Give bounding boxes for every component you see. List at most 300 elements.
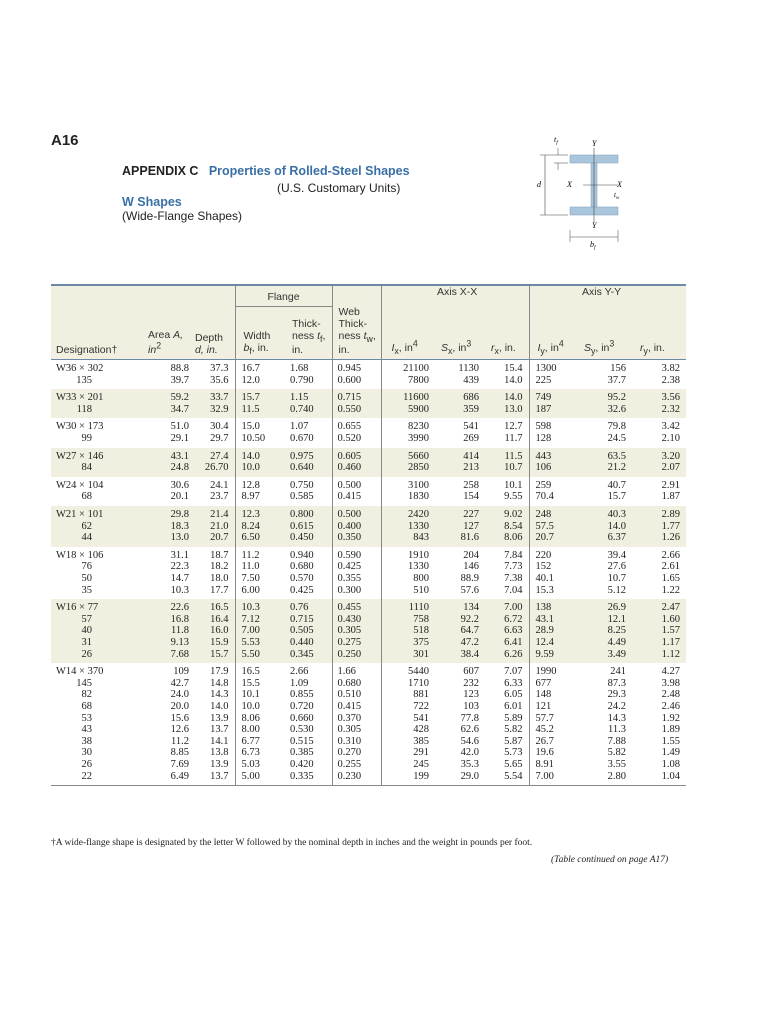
cell-value: 0.510 [337,689,362,701]
cell-value: 5.65 [504,758,523,770]
page-number: A16 [51,132,79,149]
cell-value: 9.55 [504,491,523,503]
cell-value: 0.310 [337,735,362,747]
cell-value: 232 [463,677,479,689]
table-row-group [51,506,686,547]
cell-value: 749 [535,392,552,404]
cell-value: 2.47 [661,602,680,614]
cell-value: 9.13 [170,636,189,648]
cell-value: 38.4 [460,648,479,660]
cell-rx [485,506,529,547]
cell-value: 123 [463,689,479,701]
cell-value: 1.12 [661,648,680,660]
cell-value: 51.0 [170,421,189,433]
cell-value: 23.7 [210,491,229,503]
cell-value: 32.9 [210,403,229,415]
cell-value: 13.9 [210,712,229,724]
cell-value: 24.5 [607,433,626,445]
cell-value: 0.550 [337,403,362,415]
cell-value: 220 [535,549,552,561]
cell-value: 13.0 [504,403,523,415]
cell-value: 258 [463,479,479,491]
cell-value: 82 [81,689,92,701]
cell-fthick [284,547,332,599]
cell-value: 121 [535,700,552,712]
cell-web [332,389,381,418]
cell-value: 439 [463,374,479,386]
cell-value: 12.1 [607,613,626,625]
cell-value: 20.7 [535,532,554,544]
cell-fthick [284,477,332,506]
cell-value: 541 [413,712,429,724]
cell-value: 0.425 [290,584,314,596]
cell-value: W14 × 370 [56,666,104,678]
cell-value: 241 [610,666,626,678]
cell-value: 81.6 [460,532,479,544]
cell-value: 118 [76,403,92,415]
cell-value: 35.6 [210,374,229,386]
cell-value: 0.335 [290,770,314,782]
cell-value: 7.68 [170,648,189,660]
col-depth: Depth d, in. [195,306,235,360]
cell-value: 2.80 [607,770,626,782]
cell-value: 0.715 [290,613,314,625]
cell-value: 3.55 [607,758,626,770]
cell-value: 1330 [408,520,429,532]
cell-value: 10.0 [241,462,260,474]
cell-value: 13.7 [210,724,229,736]
cell-width [235,389,284,418]
cell-value: 1.55 [661,735,680,747]
cell-value: 14.7 [170,573,189,584]
cell-value: 13.8 [210,747,229,759]
cell-value: 0.600 [337,374,362,386]
cell-value: 2.38 [661,374,680,386]
cell-value: 42.7 [170,677,189,689]
cell-value: 35 [81,584,92,596]
cell-value: 0.615 [290,520,314,532]
cell-value: 598 [535,421,552,433]
cell-value: 15.0 [241,421,260,433]
cell-value: W18 × 106 [56,549,104,561]
cell-ix [381,448,435,477]
cell-value: 6.73 [241,747,260,759]
cell-value: 14.0 [210,700,229,712]
cell-sy [578,389,632,418]
cell-value: 1.49 [661,747,680,759]
cell-value: 57 [81,613,92,625]
cell-designation [51,389,140,418]
cell-value: 1990 [535,666,557,678]
cell-value: 68 [81,491,92,503]
cell-value: 40.3 [607,509,626,521]
cell-ry [632,360,686,390]
cell-value: 11600 [403,392,429,404]
cell-value: 15.3 [535,584,554,596]
cell-value: 5.00 [241,770,260,782]
cell-value: 13.0 [170,532,189,544]
cell-value: 301 [413,648,429,660]
col-web-thickness: Web Thick- ness $t_w$, in. [332,306,381,360]
cell-value: 24.0 [170,689,189,701]
cell-sy [578,360,632,390]
label-y-top: Y [592,139,597,148]
cell-value: 43 [81,724,92,736]
cell-value: 87.3 [607,677,626,689]
cell-value: 259 [535,479,552,491]
cell-value: 21.2 [607,462,626,474]
cell-designation [51,547,140,599]
cell-value: 0.585 [290,491,314,503]
cell-value: 1.26 [661,532,680,544]
cell-rx [485,389,529,418]
col-rx: $r_x$, in. [485,306,529,360]
cell-value: 64.7 [460,625,479,637]
cell-value: 39.7 [170,374,189,386]
cell-value: 7.00 [241,625,260,637]
cell-value: 63.5 [607,450,626,462]
cell-value: 15.7 [210,648,229,660]
cell-value: 10.1 [241,689,260,701]
cell-sy [578,448,632,477]
cell-value: 47.2 [460,636,479,648]
cell-value: 26 [81,648,92,660]
cell-value: 1.89 [661,724,680,736]
cell-web [332,448,381,477]
appendix-title: Properties of Rolled-Steel Shapes [208,164,410,178]
cell-value: 29.3 [607,689,626,701]
cell-value: 62.6 [460,724,479,736]
cell-iy [529,360,578,390]
cell-value: 375 [413,636,429,648]
cell-value: 14.0 [504,374,523,386]
cell-value: 5.87 [504,735,523,747]
cell-value: 1.65 [661,573,680,584]
cell-value: 0.570 [290,573,314,584]
cell-value: 7800 [408,374,429,386]
cell-value: 0.515 [290,735,314,747]
cell-value: 9.02 [504,509,523,521]
cell-ix [381,663,435,785]
cell-value: 187 [535,403,552,415]
cell-value: 14.3 [607,712,626,724]
label-d: d [537,180,541,189]
cell-value: 607 [463,666,479,678]
cell-value: W27 × 146 [56,450,104,462]
cell-width [235,360,284,390]
cell-value: 20.7 [210,532,229,544]
cell-value: 0.660 [290,712,314,724]
cell-value: 6.41 [504,636,523,648]
cell-value: 18.2 [210,561,229,573]
cell-ry [632,547,686,599]
cell-value: 31.1 [170,549,189,561]
cell-ry [632,389,686,418]
cell-value: 414 [463,450,479,462]
cell-value: 1.66 [337,666,356,678]
cell-value: 2420 [408,509,429,521]
cell-value: 1.68 [290,363,309,375]
cell-value: 6.05 [504,689,523,701]
cell-iy [529,663,578,785]
table-row-group [51,389,686,418]
cell-fthick [284,448,332,477]
cell-value: 53 [81,712,92,724]
cell-value: 15.4 [504,363,523,375]
cell-value: 0.530 [290,724,314,736]
cell-value: 34.7 [170,403,189,415]
cell-value: 7.38 [504,573,523,584]
cell-value: 227 [463,509,479,521]
cell-web [332,418,381,447]
cell-value: 12.0 [241,374,260,386]
cell-value: 0.680 [337,677,362,689]
cell-value: 16.0 [210,625,229,637]
cell-rx [485,599,529,663]
cell-value: 27.4 [210,450,229,462]
cell-sx [435,360,485,390]
cell-value: 0.415 [337,700,362,712]
cell-value: 15.7 [241,392,260,404]
cell-ix [381,418,435,447]
cell-value: 4.27 [661,666,680,678]
cell-value: 8.54 [504,520,523,532]
cell-fthick [284,389,332,418]
section-title: W Shapes [122,195,182,209]
cell-value: 0.715 [337,392,362,404]
cell-value: 10.3 [170,584,189,596]
cell-ix [381,506,435,547]
cell-value: 2.66 [290,666,309,678]
cell-value: W33 × 201 [56,392,104,404]
cell-value: 291 [413,747,429,759]
cell-value: 1330 [408,561,429,573]
cell-value: 146 [463,561,479,573]
cell-value: 8.91 [535,758,554,770]
cell-area [140,599,195,663]
cell-value: 510 [413,584,429,596]
col-iy: $I_y$, $in^4$ [529,306,578,360]
cell-value: 21.4 [210,509,229,521]
cell-value: 1710 [408,677,429,689]
cell-value: 722 [413,700,429,712]
cell-value: 32.6 [607,403,626,415]
cell-value: 54.6 [460,735,479,747]
cell-depth [195,506,235,547]
cell-value: 21100 [403,363,429,375]
cell-value: 13.7 [210,770,229,782]
cell-value: 0.300 [337,584,362,596]
cell-value: 0.945 [337,363,362,375]
cell-value: 0.670 [290,433,314,445]
cell-value: 106 [535,462,552,474]
cell-value: 1.04 [661,770,680,782]
cell-value: 1.92 [661,712,680,724]
cell-value: 248 [535,509,552,521]
cell-value: 677 [535,677,552,689]
cell-designation [51,477,140,506]
cell-value: 11.5 [504,450,523,462]
cell-value: 10.50 [241,433,266,445]
cell-web [332,477,381,506]
cell-value: 7.73 [504,561,523,573]
cell-value: 0.655 [337,421,362,433]
cell-value: 30.6 [170,479,189,491]
cell-value: 385 [413,735,429,747]
cell-value: 7.84 [504,549,523,561]
cell-value: 7.00 [504,602,523,614]
cell-value: 0.385 [290,747,314,759]
cell-value: 2.07 [661,462,680,474]
cell-value: 800 [413,573,429,584]
cell-sy [578,599,632,663]
cell-value: W36 × 302 [56,363,104,375]
cell-value: 8.25 [607,625,626,637]
cell-value: 0.250 [337,648,362,660]
cell-sx [435,506,485,547]
cell-width [235,418,284,447]
cell-area [140,506,195,547]
cell-value: 13.9 [210,758,229,770]
cell-value: 99 [81,433,92,445]
cell-value: 70.4 [535,491,554,503]
cell-value: 29.8 [170,509,189,521]
cell-value: 18.0 [210,573,229,584]
cell-value: 24.2 [607,700,626,712]
label-tf: $t_f$ [554,135,558,146]
cell-value: 30 [81,747,92,759]
cell-value: 7.12 [241,613,260,625]
cell-sy [578,547,632,599]
cell-value: 62 [81,520,92,532]
col-ry: $r_y$, in. [632,306,686,360]
cell-value: 0.345 [290,648,314,660]
cell-value: 0.305 [337,724,362,736]
cell-value: 0.505 [290,625,314,637]
cell-value: 11.2 [171,735,189,747]
cell-width [235,448,284,477]
cell-value: 3100 [408,479,429,491]
cell-sx [435,448,485,477]
cell-value: 7.88 [607,735,626,747]
cell-value: 6.72 [504,613,523,625]
cell-area [140,477,195,506]
cell-sx [435,389,485,418]
cell-value: 26.7 [535,735,554,747]
cell-value: 20.1 [170,491,189,503]
cell-value: 8.24 [241,520,260,532]
cell-value: 21.0 [210,520,229,532]
cell-value: 27.6 [607,561,626,573]
cell-value: 8.85 [170,747,189,759]
appendix-heading [122,164,410,179]
cell-value: 359 [463,403,479,415]
cell-ry [632,506,686,547]
cell-value: 2.10 [661,433,680,445]
cell-value: 1300 [535,363,557,375]
cell-value: 0.270 [337,747,362,759]
cell-area [140,448,195,477]
cell-value: 11.5 [241,403,260,415]
table-row-group [51,599,686,663]
cell-value: 57.5 [535,520,554,532]
cell-sy [578,506,632,547]
cell-value: 11.3 [608,724,626,736]
cell-value: 14.0 [607,520,626,532]
cell-value: 30.4 [210,421,229,433]
cell-value: 37.7 [607,374,626,386]
cell-sx [435,477,485,506]
w-shapes-table [51,284,686,786]
cell-fthick [284,599,332,663]
cell-value: 103 [463,700,479,712]
cell-value: 42.0 [460,747,479,759]
cell-value: 6.49 [170,770,189,782]
cell-iy [529,506,578,547]
cell-designation [51,663,140,785]
cell-value: 24.1 [210,479,229,491]
cell-value: 45.2 [535,724,554,736]
table-row-group [51,360,686,390]
cell-value: 127 [463,520,479,532]
flange-header: Flange [235,286,332,306]
cell-value: 109 [173,666,189,678]
table-row-group [51,448,686,477]
cell-sy [578,663,632,785]
cell-value: 7.04 [504,584,523,596]
cell-value: 1.60 [661,613,680,625]
cell-value: 19.6 [535,747,554,759]
cell-value: 8.97 [241,491,260,503]
cell-value: 7.07 [504,666,523,678]
cell-value: 204 [463,549,479,561]
cell-value: 20.0 [170,700,189,712]
cell-value: 59.2 [170,392,189,404]
col-sx: Axis X-X $S_x$, $in^3$ [435,306,485,360]
cell-value: 8.06 [241,712,260,724]
cell-value: 12.3 [241,509,260,521]
cell-value: 6.01 [504,700,523,712]
cell-designation [51,448,140,477]
cell-web [332,547,381,599]
cell-value: 5.50 [241,648,260,660]
cell-designation [51,360,140,390]
cell-value: 0.460 [337,462,362,474]
cell-value: 686 [463,392,479,404]
cell-iy [529,448,578,477]
cell-value: 26.9 [607,602,626,614]
cell-value: 12.7 [504,421,523,433]
cell-value: 0.800 [290,509,314,521]
cell-depth [195,418,235,447]
cell-value: 428 [413,724,429,736]
cell-value: 5.03 [241,758,260,770]
cell-value: 3.56 [661,392,680,404]
cell-rx [485,360,529,390]
cell-value: 84 [81,462,92,474]
cell-ry [632,448,686,477]
w-shapes-table-wrap [51,284,686,786]
table-row-group [51,663,686,785]
cell-value: 14.1 [210,735,229,747]
label-y-bottom: Y [592,221,597,230]
cell-value: 6.33 [504,677,523,689]
cell-value: 3.42 [661,421,680,433]
cell-value: 10.7 [607,573,626,584]
cell-area [140,389,195,418]
cell-rx [485,418,529,447]
cell-value: 14.0 [504,392,523,404]
